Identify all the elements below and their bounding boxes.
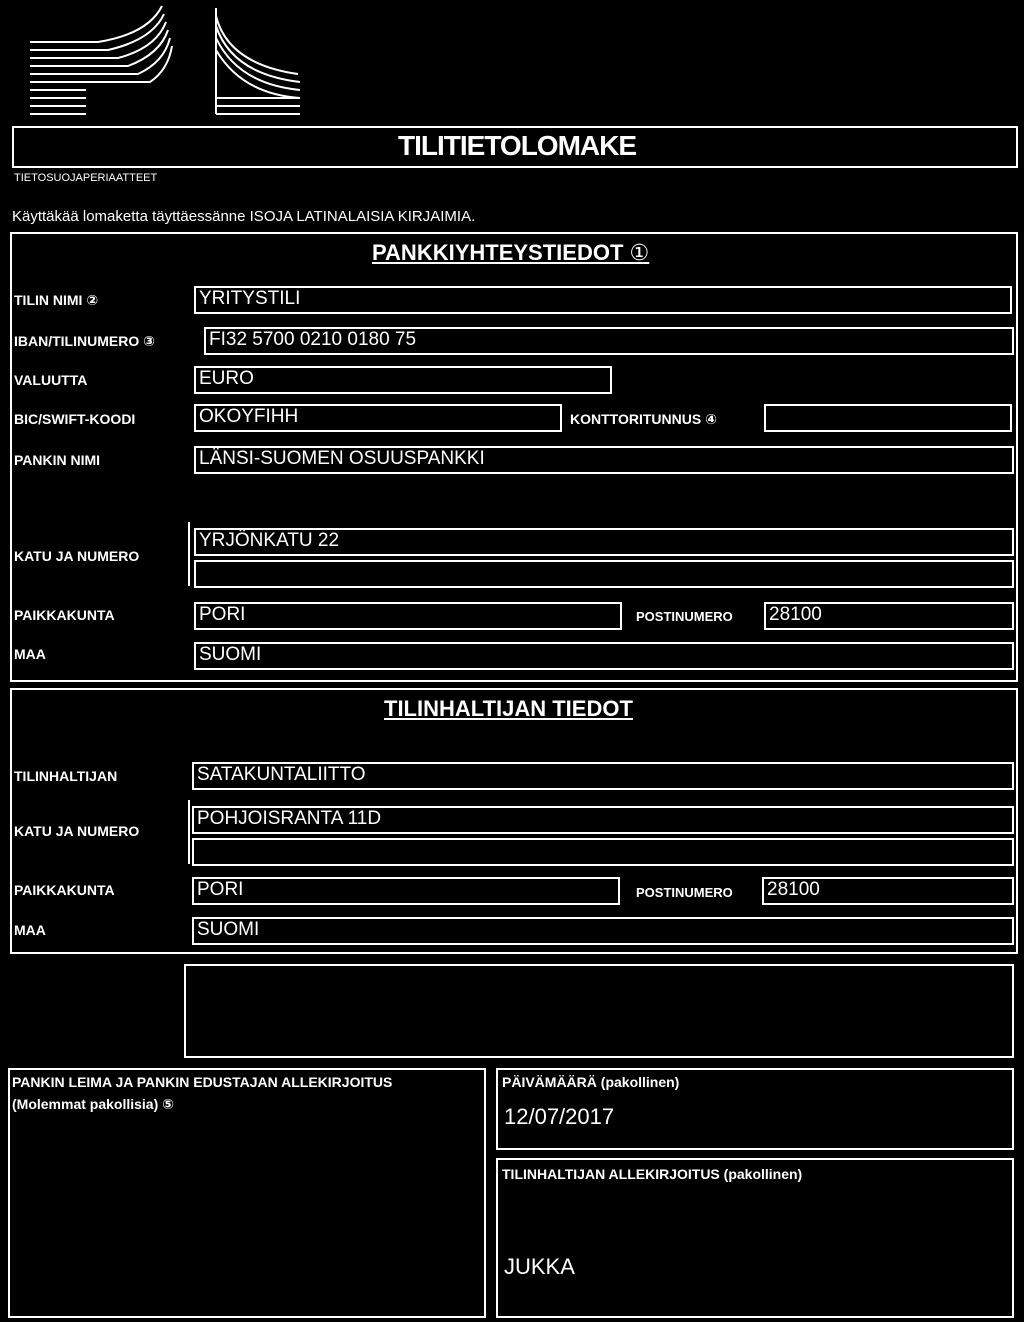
currency-label: VALUUTTA — [14, 372, 88, 388]
holder-signature-box[interactable] — [496, 1158, 1014, 1318]
bank-name-label: PANKIN NIMI — [14, 452, 101, 468]
branch-label: KONTTORITUNNUS ④ — [570, 411, 717, 427]
instructions: Käyttäkää lomaketta täyttäessänne ISOJA LATINALAISIA KIRJAIMIA. — [12, 208, 476, 225]
holder-name-field[interactable]: SATAKUNTALIITTO — [192, 762, 1014, 790]
holder-postcode-label: POSTINUMERO — [636, 885, 733, 900]
holder-country-label: MAA — [14, 922, 46, 938]
date-value: 12/07/2017 — [504, 1104, 615, 1129]
holder-label: TILINHALTIJAN — [14, 768, 118, 784]
bank-street-line2[interactable] — [194, 560, 1014, 588]
bank-city-field[interactable]: PORI — [194, 602, 622, 630]
bank-street-label: KATU JA NUMERO — [14, 548, 140, 564]
holder-city-field[interactable]: PORI — [192, 877, 620, 905]
holder-country-field[interactable]: SUOMI — [192, 917, 1014, 945]
account-name-field[interactable]: YRITYSTILI — [194, 286, 1012, 314]
bic-field[interactable]: OKOYFIHH — [194, 404, 562, 432]
holder-street-bracket — [188, 800, 190, 864]
bank-stamp-label: PANKIN LEIMA JA PANKIN EDUSTAJAN ALLEKIRJOITUS — [12, 1074, 393, 1090]
bic-label: BIC/SWIFT-KOODI — [14, 411, 136, 427]
bank-country-label: MAA — [14, 646, 46, 662]
holder-city-label: PAIKKAKUNTA — [14, 882, 115, 898]
holder-street-line1[interactable]: POHJOISRANTA 11D — [192, 806, 1014, 834]
bank-stamp-note: (Molemmat pakollisia) ⑤ — [12, 1096, 174, 1112]
account-name-label: TILIN NIMI ② — [14, 292, 99, 308]
iban-field[interactable]: FI32 5700 0210 0180 75 — [204, 327, 1014, 355]
holder-signature: JUKKA — [504, 1254, 575, 1279]
bank-city-label: PAIKKAKUNTA — [14, 607, 115, 623]
form-title: TILITIETOLOMAKE — [398, 130, 637, 161]
branch-field[interactable] — [764, 404, 1012, 432]
holder-street-label: KATU JA NUMERO — [14, 823, 140, 839]
bank-country-field[interactable]: SUOMI — [194, 642, 1014, 670]
holder-street-line2[interactable] — [192, 838, 1014, 866]
iban-label: IBAN/TILINUMERO ③ — [14, 333, 155, 349]
date-label: PÄIVÄMÄÄRÄ (pakollinen) — [502, 1074, 680, 1090]
bank-section-title: PANKKIYHTEYSTIEDOT ① — [372, 240, 650, 265]
commission-logo — [28, 4, 308, 120]
holder-section-title: TILINHALTIJAN TIEDOT — [384, 696, 633, 721]
bank-name-field[interactable]: LÄNSI-SUOMEN OSUUSPANKKI — [194, 446, 1014, 474]
bank-postcode-field[interactable]: 28100 — [764, 602, 1014, 630]
section-marker: ① — [629, 240, 650, 265]
bank-postcode-label: POSTINUMERO — [636, 609, 733, 624]
blank-box — [184, 964, 1014, 1058]
privacy-link[interactable]: TIETOSUOJAPERIAATTEET — [14, 172, 158, 184]
holder-postcode-field[interactable]: 28100 — [762, 877, 1014, 905]
bank-street-bracket — [188, 522, 190, 586]
bank-street-line1[interactable]: YRJÖNKATU 22 — [194, 528, 1014, 556]
holder-signature-label: TILINHALTIJAN ALLEKIRJOITUS (pakollinen) — [502, 1166, 803, 1182]
currency-field[interactable]: EURO — [194, 366, 612, 394]
